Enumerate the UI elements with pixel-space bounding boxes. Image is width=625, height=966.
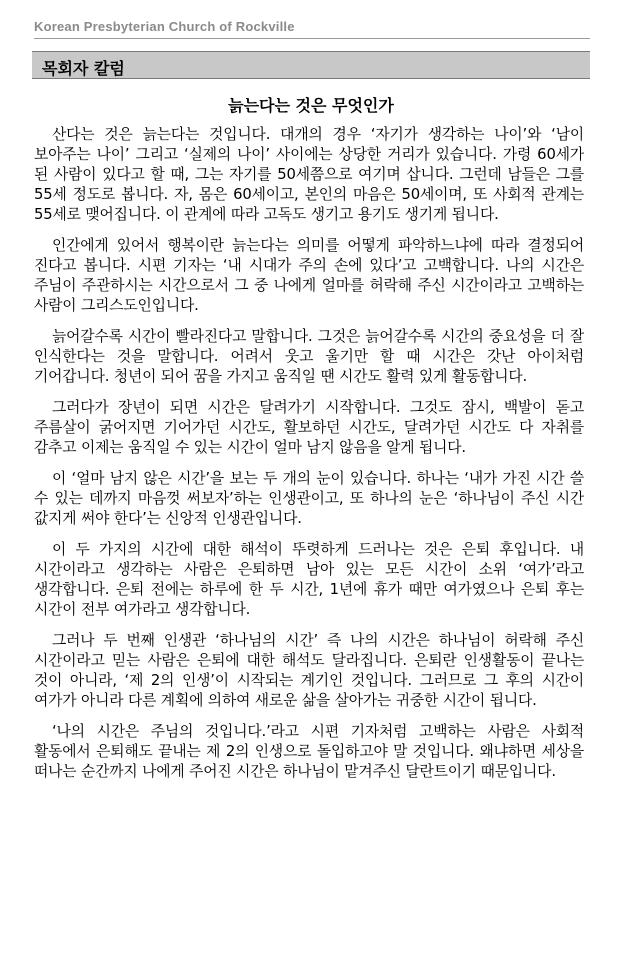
section-title: 목회자 칼럼: [42, 59, 125, 78]
article-body: [34, 125, 584, 793]
section-header-bar: [32, 51, 590, 79]
article-paragraph: 이 ‘얼마 남지 않은 시간’을 보는 두 개의 눈이 있습니다. 하나는 ‘내가 가진 시간 쓸 수 있는 데까지 마음껏 써보자’하는 인생관이고, 또 하나의 눈은 ‘하나님이 주신 시간 값지게 써야 한다’는 신앙적 인생관입니다.: [34, 470, 584, 527]
article-paragraph: 산다는 것은 늙는다는 것입니다. 대개의 경우 ‘자기가 생각하는 나이’와 ‘남이 보아주는 나이’ 그리고 ‘실제의 나이’ 사이에는 상당한 거리가 있습니다. 가령 60세가 된 사람이 있다고 할 때, 그는 자기를 50세쯤으로 여기며 삽니다. 그런데 남들은 그를 55세 정도로 봅니다. 자, 몸은 60세이고, 본인의 마음은 50세이며, 또 사회적 관계는 55세로 맺어집니다. 이 관계에 따라 고독도 생기고 용기도 생기게 됩니다.: [34, 126, 584, 223]
article-paragraph: ‘나의 시간은 주님의 것입니다.’라고 시편 기자처럼 고백하는 사람은 사회적 활동에서 은퇴해도 끝내는 제 2의 인생으로 돌입하고야 말 것입니다. 왜냐하면 세상을 떠나는 순간까지 나에게 주어진 시간은 하나님이 맡겨주신 달란트이기 때문입니다.: [34, 723, 584, 780]
article-paragraph: 그러다가 장년이 되면 시간은 달려가기 시작합니다. 그것도 잠시, 백발이 돋고 주름살이 굵어지면 기어가던 시간도, 활보하던 시간도, 달려가던 시간도 다 자취를 감추고 이제는 움직일 수 있는 시간이 얼마 남지 않음을 알게 됩니다.: [34, 399, 584, 456]
masthead: [34, 16, 590, 39]
article-paragraph: 이 두 가지의 시간에 대한 해석이 뚜렷하게 드러나는 것은 은퇴 후입니다. 내 시간이라고 생각하는 사람은 은퇴하면 남아 있는 모든 시간이 소위 ‘여가’라고 생각합니다. 은퇴 전에는 하루에 한 두 시간, 1년에 휴가 때만 여가였으나 은퇴 후는 시간이 전부 여가라고 생각합니다.: [34, 541, 584, 618]
church-name: Korean Presbyterian Church of Rockville: [34, 19, 295, 34]
article-paragraph: 인간에게 있어서 행복이란 늙는다는 의미를 어떻게 파악하느냐에 따라 결정되어 진다고 봅니다. 시편 기자는 ‘내 시대가 주의 손에 있다’고 고백합니다. 나의 시간은 주님이 주관하시는 시간으로서 그 중 나에게 얼마를 허락해 주신 시간이라고 고백하는 사람이 그리스도인입니다.: [34, 237, 584, 314]
article-title: 늙는다는 것은 무엇인가: [228, 96, 394, 115]
article-paragraph: 늙어갈수록 시간이 빨라진다고 말합니다. 그것은 늙어갈수록 시간의 중요성을 더 잘 인식한다는 것을 말합니다. 어려서 웃고 울기만 할 때 시간은 갓난 아이처럼 기어갑니다. 청년이 되어 꿈을 가지고 움직일 땐 시간도 활력 있게 활동합니다.: [34, 328, 584, 385]
article-paragraph: 그러나 두 번째 인생관 ‘하나님의 시간’ 즉 나의 시간은 하나님이 허락해 주신 시간이라고 믿는 사람은 은퇴에 대한 해석도 달라집니다. 은퇴란 인생활동이 끝나는 것이 아니라, ‘제 2의 인생’이 시작되는 계기인 것입니다. 그러므로 그 후의 시간이 여가가 아니라 다른 계획에 의하여 새로운 삶을 살아가는 귀중한 시간이 됩니다.: [34, 632, 584, 709]
